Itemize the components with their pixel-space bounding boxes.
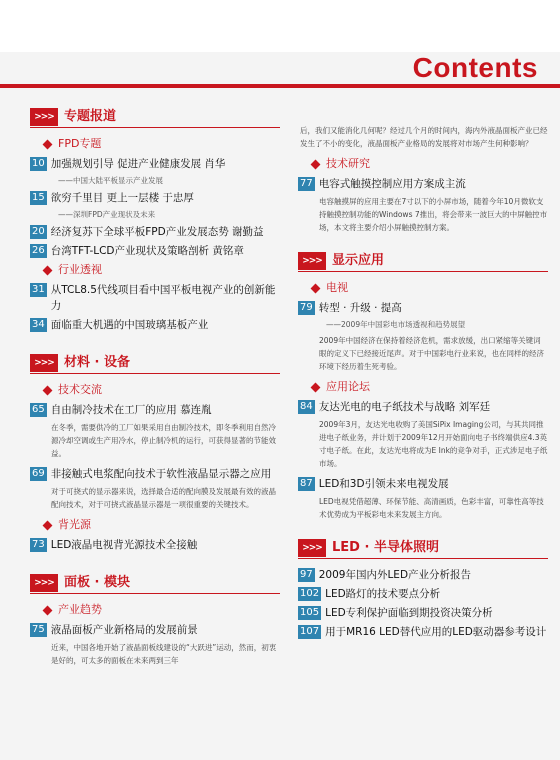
page-number: 73	[32, 539, 45, 550]
toc-entry[interactable]	[30, 156, 280, 172]
entry-title[interactable]: 台湾TFT-LCD产业现状及策略剖析 黄铭章	[50, 245, 244, 257]
toc-entry[interactable]	[298, 176, 548, 192]
toc-entry[interactable]	[30, 402, 280, 418]
page-title: Contents	[412, 52, 538, 83]
page-number: 31	[32, 284, 45, 295]
chevron-arrows-icon: >>>	[30, 354, 58, 372]
page-number: 84	[300, 401, 313, 412]
section-header-special-report	[30, 108, 280, 128]
toc-entry[interactable]	[30, 622, 280, 638]
entry-title[interactable]: 面临重大机遇的中国玻璃基板产业	[50, 319, 209, 331]
entry-title[interactable]: LED专利保护面临到期投资决策分析	[325, 607, 493, 619]
top-band	[0, 0, 560, 52]
chevron-arrows-icon: >>>	[30, 574, 58, 592]
section-header-panel-module	[30, 574, 280, 594]
subsection-label: 背光源	[58, 518, 91, 531]
toc-entry[interactable]	[298, 567, 548, 583]
entry-summary: 对于可挠式的显示器来说，选择最合适的配向膜及发展最有效的液晶配向技术，对于可挠式液晶显示器是一项很重要的关键技术。	[51, 487, 276, 509]
diamond-icon	[43, 140, 53, 150]
entry-title[interactable]: 友达光电的电子纸技术与战略 刘军廷	[318, 401, 491, 413]
left-column	[30, 108, 280, 673]
subsection-label: 应用论坛	[326, 380, 370, 393]
entry-title[interactable]: LED路灯的技术要点分析	[325, 588, 441, 600]
toc-entry[interactable]	[298, 586, 548, 602]
page-number: 77	[300, 178, 313, 189]
subsection-fpd	[30, 136, 280, 154]
toc-entry[interactable]	[298, 605, 548, 621]
diamond-icon	[43, 266, 53, 276]
page-number: 34	[32, 319, 45, 330]
section-title: 显示应用	[332, 253, 385, 268]
subsection-forum	[298, 379, 548, 397]
section-rule	[30, 373, 280, 374]
toc-entry[interactable]	[30, 224, 280, 240]
toc-entry[interactable]	[30, 243, 280, 259]
right-column	[298, 124, 548, 643]
entry-title[interactable]: 转型 · 升级 · 提高	[318, 302, 402, 314]
entry-title[interactable]: 加强规划引导 促进产业健康发展 肖华	[50, 158, 226, 170]
page-number: 107	[300, 626, 320, 637]
page-number: 10	[32, 158, 45, 169]
diamond-icon	[311, 160, 321, 170]
entry-title[interactable]: 用于MR16 LED替代应用的LED驱动器参考设计	[325, 626, 547, 638]
continued-summary: 后，我们又能消化几何呢？经过几个月的时间内，海内外液晶面板产业已经发生了不小的变化，液晶面板产业格局的发展将对市场产生何种影响？	[300, 126, 548, 148]
subsection-tv	[298, 280, 548, 298]
section-rule	[298, 271, 548, 272]
page-number: 75	[32, 624, 45, 635]
toc-entry[interactable]	[30, 537, 280, 553]
toc-entry[interactable]	[298, 476, 548, 492]
entry-note: ——中国大陆平板显示产业发展	[58, 176, 163, 185]
section-header-led-lighting	[298, 539, 548, 559]
title-rule	[0, 84, 560, 88]
entry-summary: 电容触摸屏的应用主要在7寸以下的小屏市场，随着今年10月微软支持触摸控制功能的Windows 7推出，将会带来一波巨大的中屏触控市场，本文将主要介绍小屏触摸控制方案。	[319, 197, 548, 232]
entry-title[interactable]: 电容式触摸控制应用方案成主流	[318, 178, 466, 190]
subsection-label: 技术交流	[58, 383, 102, 396]
chevron-arrows-icon: >>>	[298, 252, 326, 270]
toc-entry[interactable]	[30, 466, 280, 482]
entry-title[interactable]: LED和3D引领未来电视发展	[318, 478, 449, 490]
entry-summary: 近来，中国各地开始了液晶面板线建设的“大跃进”运动，然而，初衷是好的，可太多的面板在未来两到三年	[51, 643, 277, 665]
entry-note: ——深圳FPD产业现状及未来	[58, 210, 156, 219]
toc-entry[interactable]	[30, 282, 280, 314]
entry-title[interactable]: 从TCL8.5代线项目看中国平板电视产业的创新能力	[50, 284, 276, 312]
entry-title[interactable]: 经济复苏下全球平板FPD产业发展态势 谢勤益	[50, 226, 264, 238]
page-number: 20	[32, 226, 45, 237]
entry-title[interactable]: LED液晶电视背光源技术全接触	[50, 539, 198, 551]
toc-entry[interactable]	[298, 624, 548, 640]
page-number: 102	[300, 588, 320, 599]
section-rule	[30, 593, 280, 594]
subsection-label: FPD专题	[58, 137, 102, 150]
entry-title[interactable]: 液晶面板产业新格局的发展前景	[50, 624, 198, 636]
toc-entry[interactable]	[298, 399, 548, 415]
diamond-icon	[43, 606, 53, 616]
subsection-tech-research	[298, 156, 548, 174]
page-number: 87	[300, 478, 313, 489]
subsection-tech-exchange	[30, 382, 280, 400]
entry-note: ——2009年中国彩电市场透视和趋势展望	[326, 320, 466, 329]
page-number: 69	[32, 468, 45, 479]
entry-title[interactable]: 欲穷千里目 更上一层楼 于忠厚	[50, 192, 194, 204]
entry-title[interactable]: 2009年国内外LED产业分析报告	[318, 569, 472, 581]
subsection-trend	[30, 602, 280, 620]
entry-summary: 2009年3月，友达光电收购了美国SiPix Imaging公司，与其共同推进电子纸业务，并计划于2009年12月开始面向电子书终端供应4.3英寸电子纸。在此，友达光电将成为E Ink的竞争对手，正式涉足电子纸市场。	[319, 420, 548, 468]
diamond-icon	[311, 284, 321, 294]
subsection-label: 行业透视	[58, 263, 102, 276]
entry-title[interactable]: 自由制冷技术在工厂的应用 慕连胤	[50, 404, 212, 416]
toc-entry[interactable]	[30, 317, 280, 333]
toc-entry[interactable]	[298, 300, 548, 316]
subsection-backlight	[30, 517, 280, 535]
entry-title[interactable]: 非接触式电浆配向技术于软性液晶显示器之应用	[50, 468, 272, 480]
section-rule	[30, 127, 280, 128]
section-header-materials	[30, 354, 280, 374]
entry-summary: 在冬季，需要供冷的工厂如果采用自由制冷技术，即冬季利用自然冷源冷却空调或生产用冷水，停止制冷机的运行，可获得显著的节能效益。	[51, 423, 276, 458]
entry-summary: 2009年中国经济在保持着经济危机，需求放缓，出口紧缩等关键词眼的定义下已经接近尾声。对于中国彩电行业来说，也在同样的经济环境下经历着生死考验。	[319, 336, 544, 371]
subsection-label: 电视	[326, 281, 348, 294]
page-number: 97	[300, 569, 313, 580]
page-number: 105	[300, 607, 320, 618]
page-number: 15	[32, 192, 45, 203]
chevron-arrows-icon: >>>	[30, 108, 58, 126]
subsection-label: 产业趋势	[58, 603, 102, 616]
diamond-icon	[43, 521, 53, 531]
entry-summary: LED电视凭借超薄、环保节能、高清画质，色彩丰富，可靠性高等技术优势成为平板彩电未来发展主方向。	[319, 497, 544, 519]
page-number: 65	[32, 404, 45, 415]
section-title: 材料 · 设备	[64, 355, 130, 370]
section-header-display-app	[298, 252, 548, 272]
section-title: LED · 半导体照明	[332, 540, 439, 555]
section-title: 专题报道	[64, 109, 117, 124]
section-rule	[298, 558, 548, 559]
chevron-arrows-icon: >>>	[298, 539, 326, 557]
page-number: 26	[32, 245, 45, 256]
diamond-icon	[43, 386, 53, 396]
page-number: 79	[300, 302, 313, 313]
subsection-label: 技术研究	[326, 157, 370, 170]
diamond-icon	[311, 383, 321, 393]
subsection-industry	[30, 262, 280, 280]
section-title: 面板 · 模块	[64, 575, 130, 590]
toc-entry[interactable]	[30, 190, 280, 206]
